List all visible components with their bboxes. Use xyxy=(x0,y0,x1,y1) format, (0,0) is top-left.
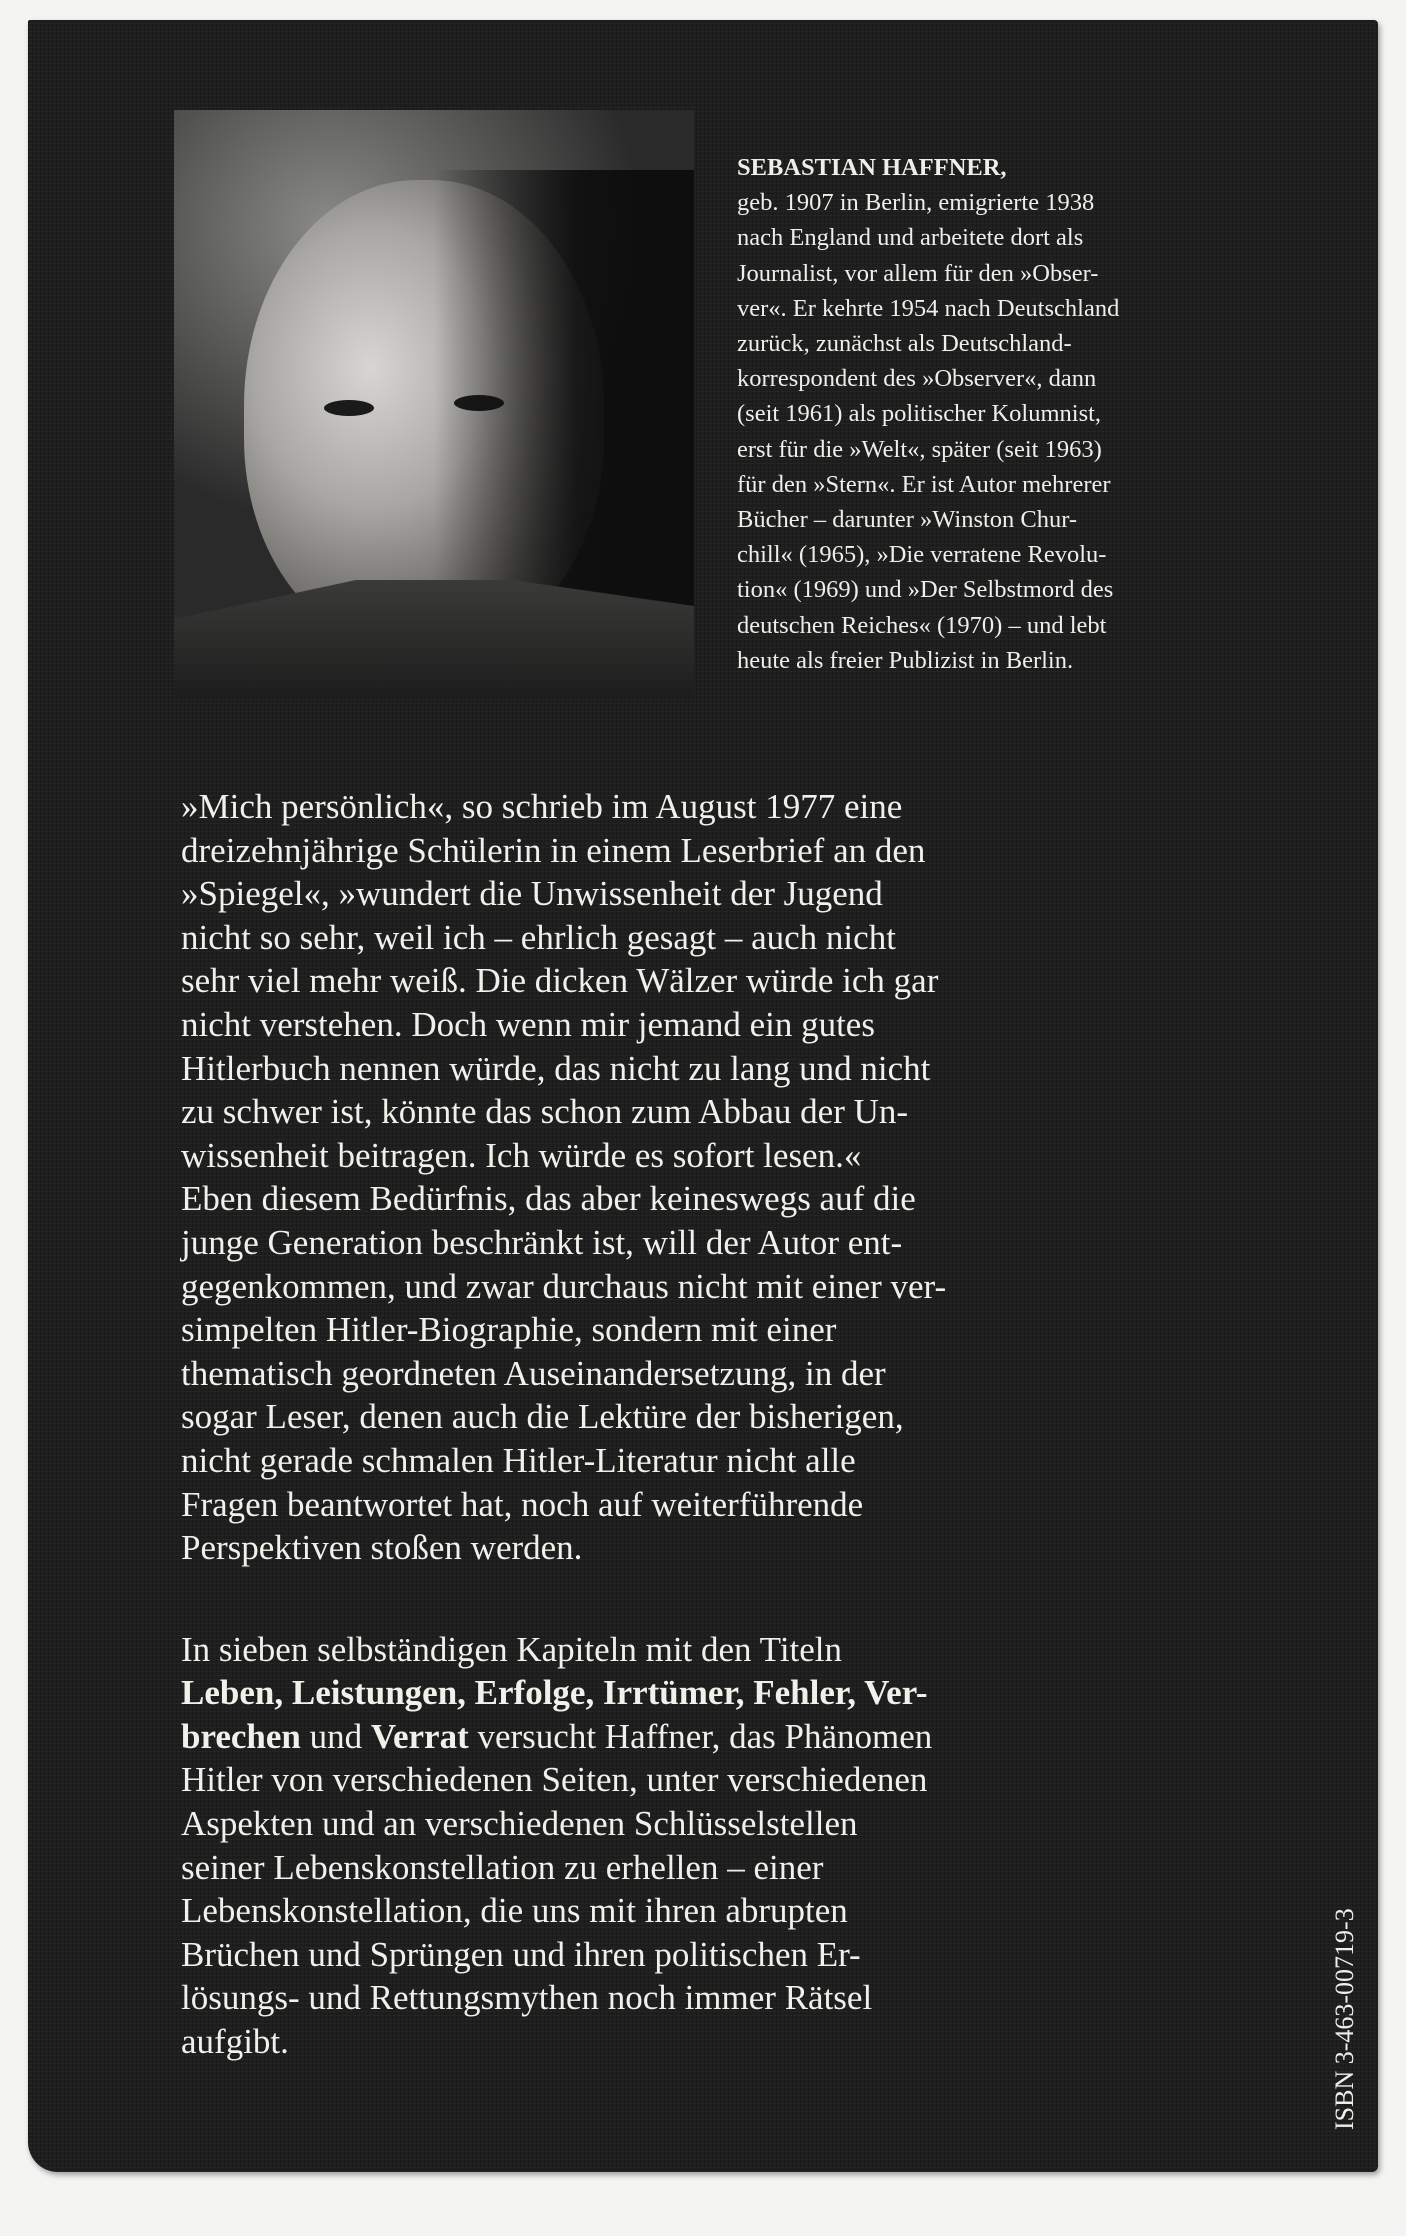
text-line: heute als freier Publizist in Berlin. xyxy=(737,646,1074,674)
book-back-cover xyxy=(28,20,1378,2172)
text-line: zu schwer ist, könnte das schon zum Abbau der Un- xyxy=(181,1092,909,1132)
text-line: Eben diesem Bedürfnis, das aber keineswegs auf die xyxy=(181,1179,916,1219)
blurb-paragraph-2 xyxy=(181,1628,946,2064)
text-line: nicht so sehr, weil ich – ehrlich gesagt – auch nicht xyxy=(181,917,896,957)
text-line: nach England und arbeitete dort als xyxy=(737,224,1084,252)
text-line: wissenheit beitragen. Ich würde es sofort lesen.« xyxy=(181,1135,862,1175)
text-line: nicht gerade schmalen Hitler-Literatur nicht alle xyxy=(181,1440,856,1480)
text-line: sehr viel mehr weiß. Die dicken Wälzer würde ich gar xyxy=(181,961,939,1001)
text-line: ver«. Er kehrte 1954 nach Deutschland xyxy=(737,294,1120,322)
text-line: Brüchen und Sprüngen und ihren politischen Er- xyxy=(181,1934,861,1974)
text-span: und xyxy=(300,1716,371,1756)
text-line: für den »Stern«. Er ist Autor mehrerer xyxy=(737,470,1111,498)
blurb-paragraph-1 xyxy=(181,785,946,1570)
author-name: SEBASTIAN HAFFNER, xyxy=(737,154,1007,181)
text-line: Bücher – darunter »Winston Chur- xyxy=(737,506,1078,534)
text-line: Aspekten und an verschiedenen Schlüsselstellen xyxy=(181,1804,858,1844)
text-line: gegenkommen, und zwar durchaus nicht mit einer ver- xyxy=(181,1266,947,1306)
blurb-text xyxy=(181,785,946,2064)
isbn-number: ISBN 3-463-00719-3 xyxy=(1330,1908,1359,2130)
text-line: In sieben selbständigen Kapiteln mit den Titeln xyxy=(181,1629,843,1669)
text-line: »Spiegel«, »wundert die Unwissenheit der Jugend xyxy=(181,874,883,914)
text-line: lösungs- und Rettungsmythen noch immer Rätsel xyxy=(181,1978,873,2018)
text-line: »Mich persönlich«, so schrieb im August 1977 eine xyxy=(181,787,903,826)
text-line: junge Generation beschränkt ist, will der Autor ent- xyxy=(181,1222,903,1262)
text-line: tion« (1969) und »Der Selbstmord des xyxy=(737,576,1114,604)
text-line: zurück, zunächst als Deutschland- xyxy=(737,330,1072,358)
text-line: dreizehnjährige Schülerin in einem Leserbrief an den xyxy=(181,830,926,870)
text-line: (seit 1961) als politischer Kolumnist, xyxy=(737,400,1102,428)
text-line: geb. 1907 in Berlin, emigrierte 1938 xyxy=(737,189,1095,217)
portrait-eye xyxy=(324,400,374,416)
text-line: deutschen Reiches« (1970) – und lebt xyxy=(737,611,1107,639)
text-line: Lebenskonstellation, die uns mit ihren abrupten xyxy=(181,1891,848,1931)
text-line xyxy=(181,1715,946,1759)
text-line: Perspektiven stoßen werden. xyxy=(181,1528,583,1568)
author-portrait-photo xyxy=(174,110,694,698)
text-line: korrespondent des »Observer«, dann xyxy=(737,365,1097,393)
text-span: versucht Haffner, das Phänomen xyxy=(468,1716,933,1756)
text-line: seiner Lebenskonstellation zu erhellen – einer xyxy=(181,1847,824,1887)
text-line: aufgibt. xyxy=(181,2022,289,2062)
text-line: Hitler von verschiedenen Seiten, unter verschiedenen xyxy=(181,1760,928,1800)
text-line: sogar Leser, denen auch die Lektüre der bisherigen, xyxy=(181,1397,904,1437)
text-line: thematisch geordneten Auseinandersetzung, in der xyxy=(181,1353,886,1393)
text-line: nicht verstehen. Doch wenn mir jemand ein gutes xyxy=(181,1004,875,1044)
author-bio xyxy=(737,150,1119,678)
text-line: Hitlerbuch nennen würde, das nicht zu lang und nicht xyxy=(181,1048,931,1088)
text-line: Fragen beantwortet hat, noch auf weiterführende xyxy=(181,1484,864,1524)
chapter-titles-line: Leben, Leistungen, Erfolge, Irrtümer, Fehler, Ver- xyxy=(181,1673,928,1713)
chapter-title: Verrat xyxy=(370,1716,469,1756)
text-line: erst für die »Welt«, später (seit 1963) xyxy=(737,435,1102,463)
chapter-title: brechen xyxy=(181,1716,301,1756)
text-line: simpelten Hitler-Biographie, sondern mit einer xyxy=(181,1310,837,1350)
text-line: Journalist, vor allem für den »Obser- xyxy=(737,259,1099,287)
portrait-coat xyxy=(174,580,694,698)
text-line: chill« (1965), »Die verratene Revolu- xyxy=(737,541,1107,569)
